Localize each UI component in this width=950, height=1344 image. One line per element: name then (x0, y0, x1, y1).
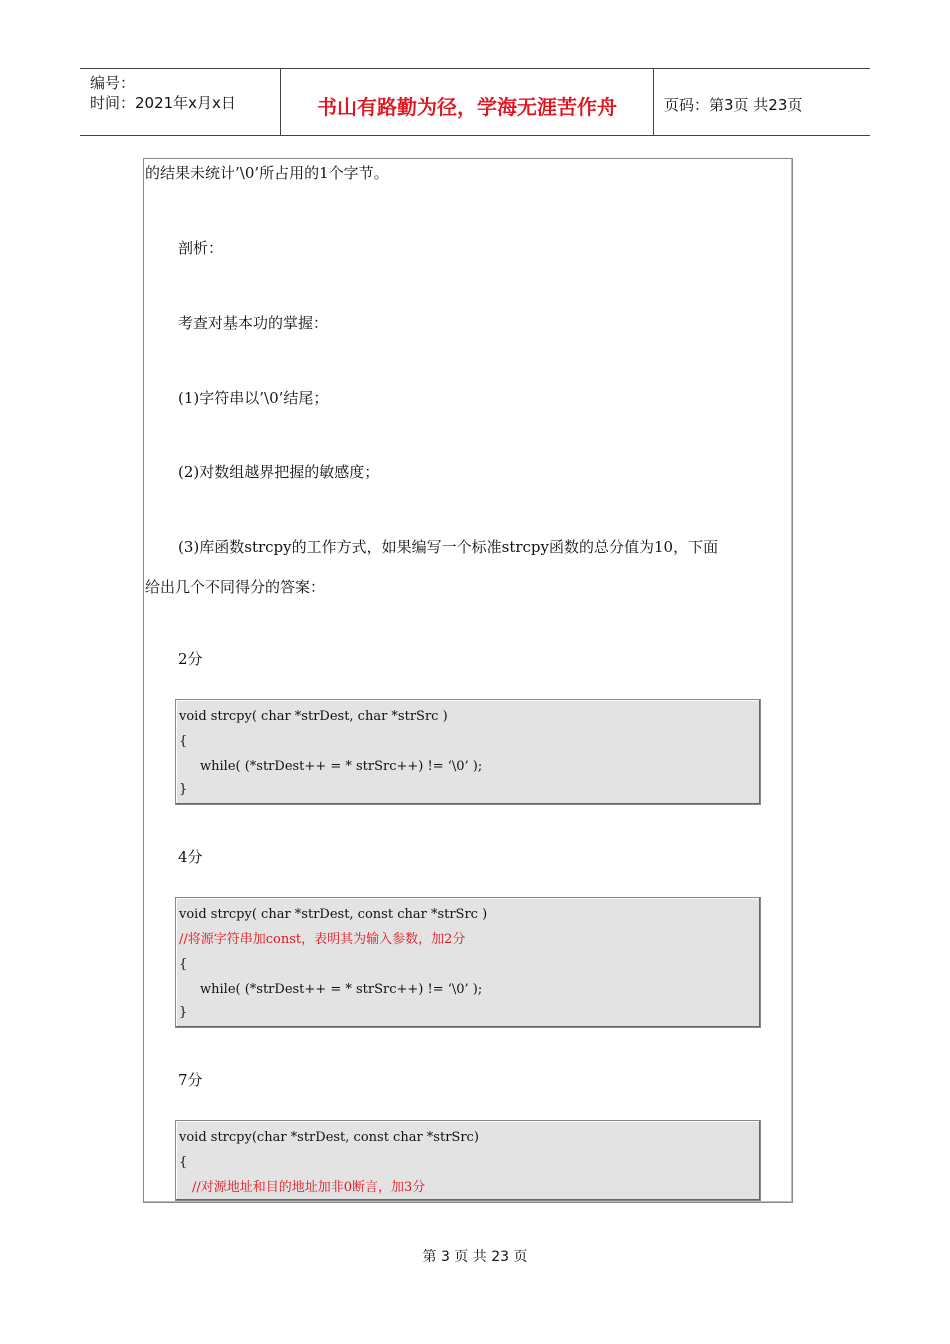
code-line: void strcpy( char *strDest, char *strSrc ) (179, 709, 448, 724)
code-comment: //将源字符串加const，表明其为输入参数，加2分 (179, 932, 466, 947)
header-page-info: 页码：第3页 共23页 (664, 95, 803, 114)
code-line: { (179, 734, 188, 749)
code-line: } (179, 782, 188, 797)
number-label: 编号： (90, 74, 136, 92)
header-meta (80, 69, 281, 135)
code-comment: //对源地址和目的地址加非0断言，加3分 (192, 1180, 426, 1195)
score-label: 7分 (178, 1071, 203, 1089)
page-footer: 第 3 页 共 23 页 (422, 1249, 528, 1265)
code-block (175, 699, 761, 805)
code-line: { (179, 1155, 188, 1170)
list-item: (2)对数组越界把握的敏感度； (178, 463, 380, 481)
code-line: while( (*strDest++ = * strSrc++) != ‘\0’ ); (200, 982, 483, 997)
code-block (175, 1120, 761, 1201)
paragraph-line: 给出几个不同得分的答案： (145, 578, 326, 596)
code-line: { (179, 957, 188, 972)
time-label: 时间：2021年x月x日 (90, 94, 236, 112)
code-line: while( (*strDest++ = * strSrc++) != ‘\0’ ); (200, 759, 483, 774)
code-line: void strcpy(char *strDest, const char *strSrc) (179, 1130, 479, 1145)
score-label: 2分 (178, 650, 203, 668)
list-item: (3)库函数strcpy的工作方式，如果编写一个标准strcpy函数的总分值为10，下面 (178, 538, 719, 556)
analysis-label: 剖析： (178, 239, 224, 257)
paragraph-line: 考查对基本功的掌握： (178, 314, 329, 332)
code-line: void strcpy( char *strDest, const char *strSrc ) (179, 907, 488, 922)
page-header (80, 68, 870, 136)
code-block (175, 897, 761, 1028)
score-label: 4分 (178, 848, 203, 866)
paragraph-line: 的结果未统计’\0’所占用的1个字节。 (145, 164, 389, 182)
code-line: } (179, 1005, 188, 1020)
list-item: (1)字符串以’\0’结尾； (178, 389, 329, 407)
header-motto: 书山有路勤为径，学海无涯苦作舟 (281, 69, 654, 135)
